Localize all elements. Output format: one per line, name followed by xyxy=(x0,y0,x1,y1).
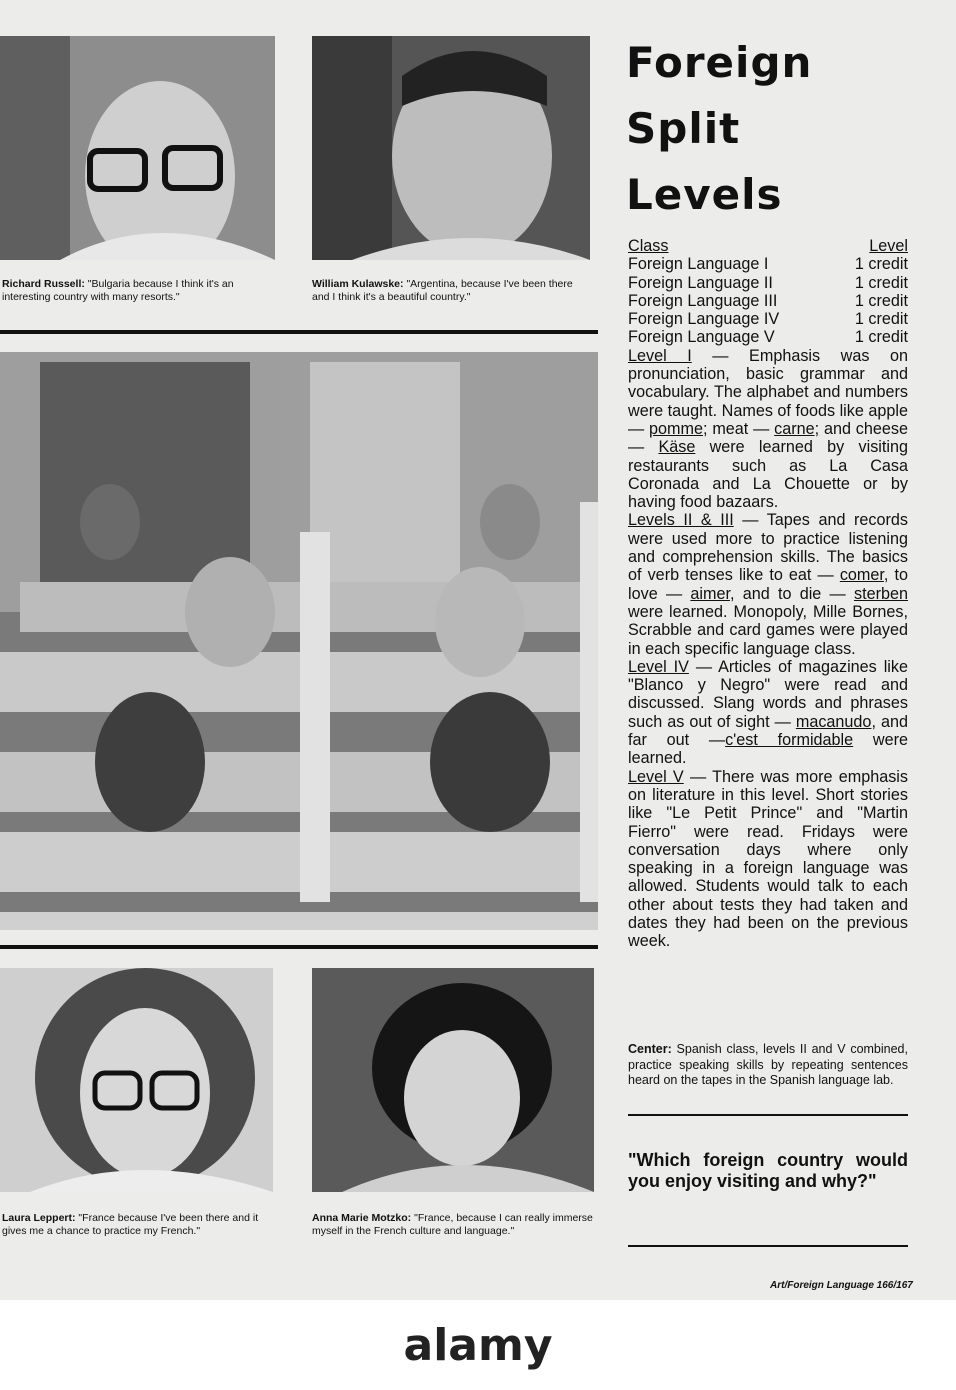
divider-right-2 xyxy=(628,1245,908,1247)
levels-table-row: Foreign Language III 1 credit xyxy=(628,291,908,310)
levels-table-row: Foreign Language I 1 credit xyxy=(628,255,908,274)
photo-william-kulawske xyxy=(312,36,590,260)
caption-motzko: Anna Marie Motzko: "France, because I can really immerse myself in the French culture and language." xyxy=(312,1212,593,1237)
level-descriptions xyxy=(628,347,908,951)
level-1-paragraph: Level I — Emphasis was on pronunciation, basic grammar and vocabulary. The alphabet and numbers were taught. Names of foods like apple — pomme; meat — carne; and cheese — Käse were learned by visiting restaurants such as La Casa Coronada and La Chouette or by having food bazaars. xyxy=(628,346,909,512)
divider-right-1 xyxy=(628,1114,908,1116)
levels-table-header: Class Level xyxy=(628,237,908,255)
photo-richard-russell xyxy=(0,36,275,260)
caption-russell: Richard Russell: "Bulgaria because I think it's an interesting country with many resorts." xyxy=(2,278,234,303)
page-footer: Art/Foreign Language 166/167 xyxy=(770,1280,913,1291)
photo-language-lab xyxy=(0,352,598,930)
levels-table-row: Foreign Language IV 1 credit xyxy=(628,310,908,329)
divider-bottom xyxy=(0,945,598,949)
watermark-logo: alamy xyxy=(0,1300,956,1390)
center-photo-caption: Center: Spanish class, levels II and V combined, practice speaking skills by repeating sentences heard on the tapes in the Spanish language lab. xyxy=(628,1042,908,1087)
photo-laura-leppert xyxy=(0,968,273,1192)
caption-leppert: Laura Leppert: "France because I've been there and it gives me a chance to practice my French." xyxy=(2,1212,259,1237)
levels-table-row: Foreign Language V 1 credit xyxy=(628,328,908,347)
levels-section xyxy=(628,237,908,951)
photo-anna-marie-motzko xyxy=(312,968,594,1192)
caption-kulawske: William Kulawske: "Argentina, because I've been there and I think it's a beautiful country." xyxy=(312,278,573,303)
levels-table-row: Foreign Language II 1 credit xyxy=(628,273,908,292)
divider-top xyxy=(0,330,598,334)
page-title: Foreign Split Levels xyxy=(626,38,813,219)
question-heading: "Which foreign country would you enjoy visiting and why?" xyxy=(628,1150,908,1191)
level-2-3-paragraph: Levels II & III — Tapes and records were used more to practice listening and comprehension skills. The basics of verb tenses like to eat — comer, to love — aimer, and to die — sterben were learned. Monopoly, Mille Bornes, Scrabble and card games were played in each specific language class. xyxy=(628,511,908,658)
level-5-paragraph: Level V — There was more emphasis on literature in this level. Short stories like "Le Petit Prince" and "Martin Fierro" were read. Fridays were conversation days where only speaking in a foreign language was allowed. Students would talk to each other about tests they had taken and dates they had been on the previous week. xyxy=(628,767,908,951)
level-4-paragraph: Level IV — Articles of magazines like "Blanco y Negro" were read and discussed. Slang words and phrases such as out of sight — macanudo, and far out —c'est formidable were learned. xyxy=(628,657,908,768)
